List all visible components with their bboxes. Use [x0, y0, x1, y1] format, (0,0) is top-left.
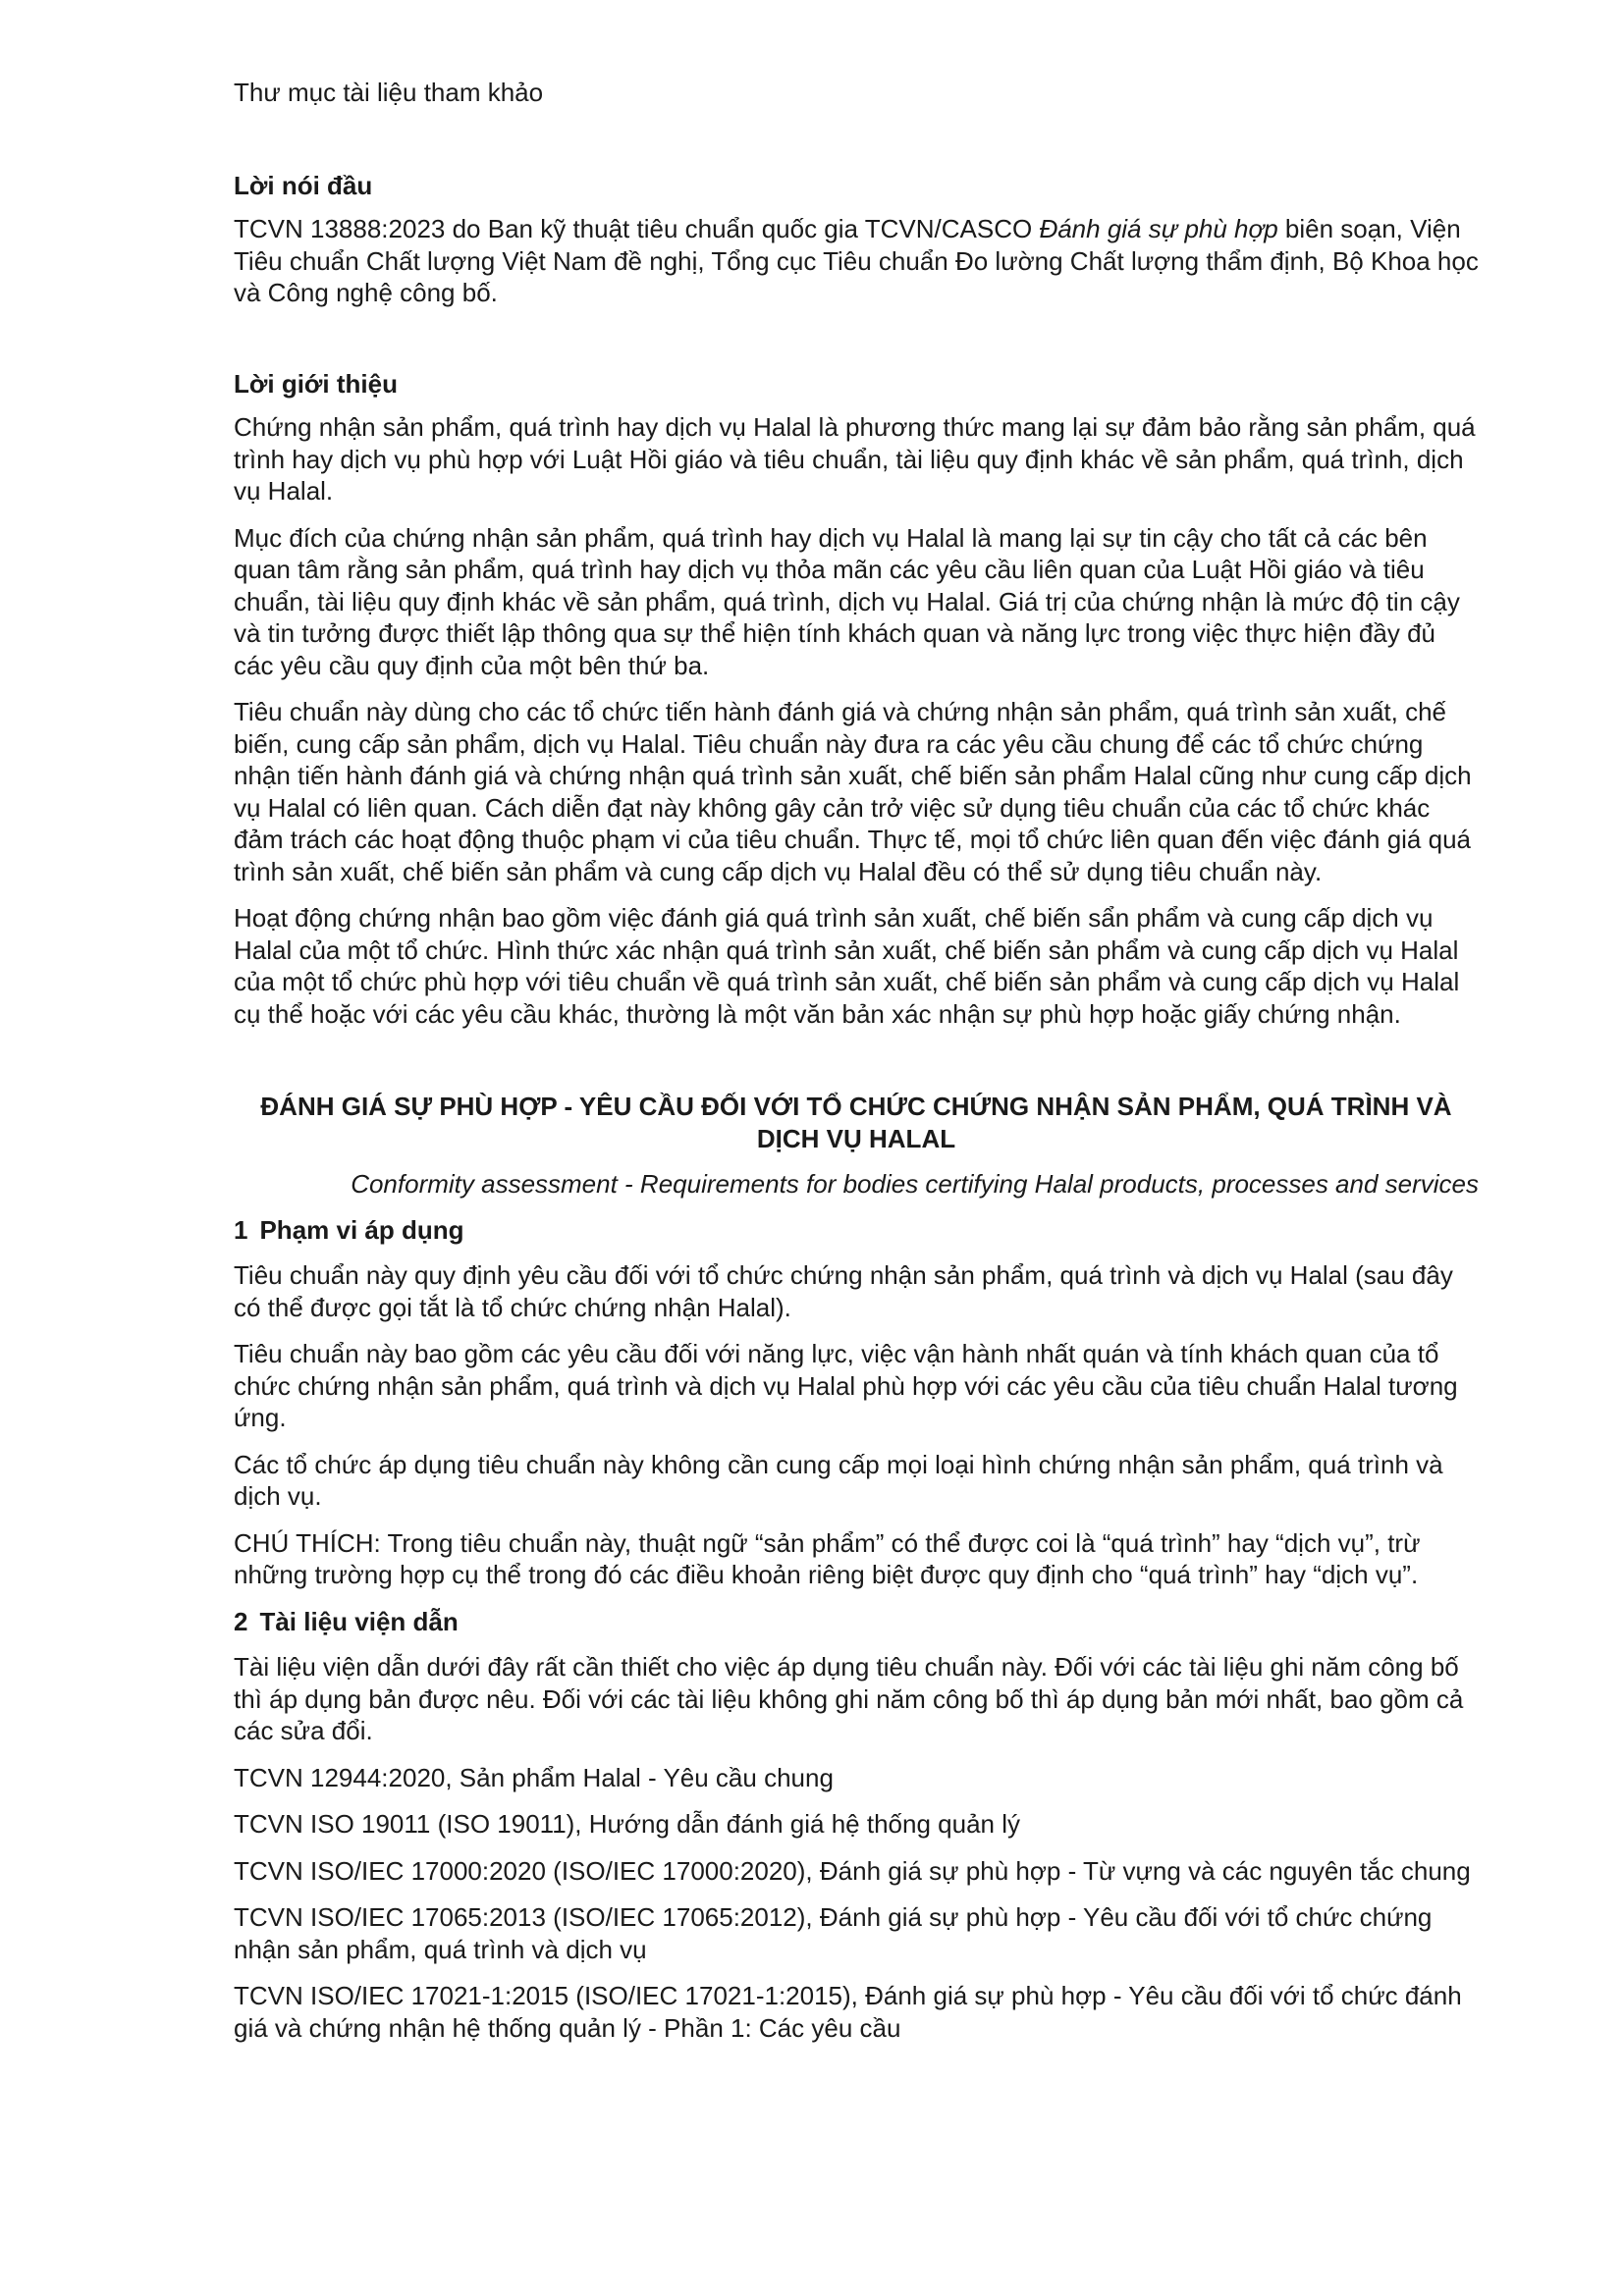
reference-entry: TCVN 12944:2020, Sản phẩm Halal - Yêu cầu chung: [234, 1762, 834, 1792]
clause-1-paragraph: Tiêu chuẩn này bao gồm các yêu cầu đối với năng lực, việc vận hành nhất quán và tính khách quan của tổ chức chứng nhận sản phẩm, quá trình và dịch vụ Halal phù hợp với các yêu cầu của tiêu chuẩn Halal tương ứng.: [234, 1339, 1458, 1432]
clause-number: 2: [234, 1606, 248, 1636]
standard-title-english: Conformity assessment - Requirements for bodies certifying Halal products, processes and services: [351, 1169, 1479, 1199]
clause-2-paragraph: Tài liệu viện dẫn dưới đây rất cần thiết cho việc áp dụng tiêu chuẩn này. Đối với các tài liệu ghi năm công bố thì áp dụng bản được nêu. Đối với các tài liệu không ghi năm công bố thì áp dụng bản mới nhất, bao gồm cả các sửa đổi.: [234, 1652, 1464, 1745]
foreword-text-start: TCVN 13888:2023 do Ban kỹ thuật tiêu chuẩn quốc gia TCVN/CASCO: [234, 214, 1040, 243]
foreword-section: [234, 170, 1479, 309]
clause-1-scope: [234, 1214, 1479, 1591]
introduction-paragraph: Mục đích của chứng nhận sản phẩm, quá trình hay dịch vụ Halal là mang lại sự tin cậy cho tất cả các bên quan tâm rằng sản phẩm, quá trình hay dịch vụ thỏa mãn các yêu cầu liên quan của Luật Hồi giáo và tiêu chuẩn, tài liệu quy định khác về sản phẩm, quá trình, dịch vụ Halal. Giá trị của chứng nhận là mức độ tin cậy và tin tưởng được thiết lập thông qua sự thể hiện tính khách quan và năng lực trong việc thực hiện đầy đủ các yêu cầu quy định của một bên thứ ba.: [234, 522, 1460, 680]
introduction-paragraph: Hoạt động chứng nhận bao gồm việc đánh giá quá trình sản xuất, chế biến sẩn phẩm và cung cấp dịch vụ Halal của một tổ chức. Hình thức xác nhận quá trình sản xuất, chế biến sản phẩm và cung cấp dịch vụ Halal của một tổ chức phù hợp với tiêu chuẩn về quá trình sản xuất, chế biến sản phẩm và cung cấp dịch vụ Halal cụ thể hoặc với các yêu cầu khác, thường là một văn bản xác nhận sự phù hợp hoặc giấy chứng nhận.: [234, 903, 1460, 1029]
introduction-paragraph: Tiêu chuẩn này dùng cho các tổ chức tiến hành đánh giá và chứng nhận sản phẩm, quá trình sản xuất, chế biến, cung cấp sản phẩm, dịch vụ Halal. Tiêu chuẩn này đưa ra các yêu cầu chung để các tổ chức chứng nhận tiến hành đánh giá và chứng nhận quá trình sản xuất, chế biến sản phẩm Halal cũng như cung cấp dịch vụ Halal có liên quan. Cách diễn đạt này không gây cản trở việc sử dụng tiêu chuẩn của các tổ chức khác đảm trách các hoạt động thuộc phạm vi của tiêu chuẩn. Thực tế, mọi tổ chức liên quan đến việc đánh giá quá trình sản xuất, chế biến sản phẩm và cung cấp dịch vụ Halal đều có thể sử dụng tiêu chuẩn này.: [234, 697, 1472, 886]
reference-entry: TCVN ISO/IEC 17065:2013 (ISO/IEC 17065:2012), Đánh giá sự phù hợp - Yêu cầu đối với tổ chức chứng nhận sản phẩm, quá trình và dịch vụ: [234, 1902, 1433, 1964]
reference-entry: TCVN ISO 19011 (ISO 19011), Hướng dẫn đánh giá hệ thống quản lý: [234, 1809, 1020, 1839]
foreword-heading: Lời nói đầu: [234, 170, 373, 200]
clause-1-note: CHÚ THÍCH: Trong tiêu chuẩn này, thuật ngữ “sản phẩm” có thể được coi là “quá trình” hay “dịch vụ”, trừ những trường hợp cụ thể trong đó các điều khoản riêng biệt được quy định cho “quá trình” hay “dịch vụ”.: [234, 1527, 1421, 1589]
reference-entry: TCVN ISO/IEC 17021-1:2015 (ISO/IEC 17021-1:2015), Đánh giá sự phù hợp - Yêu cầu đối với tổ chức đánh giá và chứng nhận hệ thống quản lý - Phần 1: Các yêu cầu: [234, 1981, 1462, 2043]
clause-title: Tài liệu viện dẫn: [259, 1606, 459, 1636]
foreword-paragraph: [234, 213, 1479, 309]
clause-1-heading: [234, 1214, 1479, 1247]
clause-number: 1: [234, 1214, 248, 1245]
page-header: Thư mục tài liệu tham khảo: [234, 78, 544, 107]
introduction-section: [234, 368, 1479, 1031]
foreword-text-end: biên soạn, Viện Tiêu chuẩn Chất lượng Việt Nam đề nghị, Tổng cục Tiêu chuẩn Đo lường Chất lượng thẩm định, Bộ Khoa học và Công nghệ công bố.: [234, 214, 1479, 307]
clause-1-paragraph: Tiêu chuẩn này quy định yêu cầu đối với tổ chức chứng nhận sản phẩm, quá trình và dịch vụ Halal (sau đây có thể được gọi tắt là tổ chức chứng nhận Halal).: [234, 1260, 1453, 1322]
clause-2-heading: [234, 1606, 1479, 1638]
introduction-paragraph: Chứng nhận sản phẩm, quá trình hay dịch vụ Halal là phương thức mang lại sự đảm bảo rằng sản phẩm, quá trình hay dịch vụ phù hợp với Luật Hồi giáo và tiêu chuẩn, tài liệu quy định khác về sản phẩm, quá trình, dịch vụ Halal.: [234, 412, 1476, 506]
introduction-heading: Lời giới thiệu: [234, 368, 398, 399]
reference-entry: TCVN ISO/IEC 17000:2020 (ISO/IEC 17000:2020), Đánh giá sự phù hợp - Từ vựng và các nguyên tắc chung: [234, 1855, 1471, 1886]
clause-1-paragraph: Các tổ chức áp dụng tiêu chuẩn này không cần cung cấp mọi loại hình chứng nhận sản phẩm, quá trình và dịch vụ.: [234, 1449, 1443, 1511]
clause-title: Phạm vi áp dụng: [259, 1214, 464, 1245]
clause-2-references: [234, 1606, 1479, 2045]
standard-title: ĐÁNH GIÁ SỰ PHÙ HỢP - YÊU CẦU ĐỐI VỚI TỔ CHỨC CHỨNG NHẬN SẢN PHẨM, QUÁ TRÌNH VÀ DỊCH VỤ HALAL: [260, 1092, 1452, 1153]
foreword-committee-title: Đánh giá sự phù hợp: [1039, 214, 1278, 243]
